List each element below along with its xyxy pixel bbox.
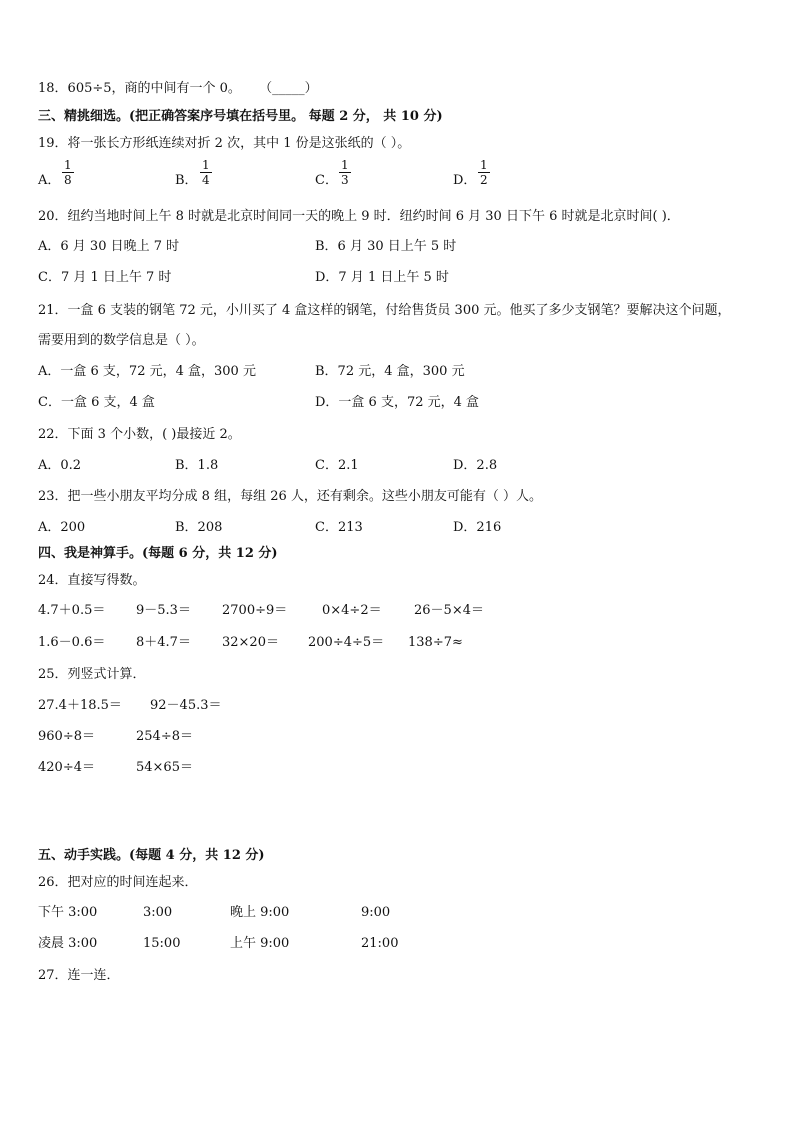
question-22-text: 22．下面 3 个小数，( )最接近 2。 <box>38 427 241 442</box>
time-item: 3:00 <box>143 905 173 920</box>
question-26-text: 26．把对应的时间连起来． <box>38 875 198 890</box>
section-4-title: 四、我是神算手。(每题 6 分，共 12 分) <box>38 546 278 561</box>
option-b: B．72 元，4 盒，300 元 <box>315 364 465 379</box>
calc-item: 200÷4÷5＝ <box>308 635 385 650</box>
calc-item: 138÷7≈ <box>408 635 463 650</box>
option-b-label: B． <box>175 173 198 188</box>
option-d: D．2.8 <box>453 458 498 473</box>
calc-item: 2700÷9＝ <box>222 603 288 618</box>
time-item: 下午 3:00 <box>38 905 98 920</box>
time-item: 21:00 <box>361 936 399 951</box>
option-a: A．6 月 30 日晚上 7 时 <box>38 239 180 254</box>
time-item: 15:00 <box>143 936 181 951</box>
vertical-calc-item: 27.4＋18.5＝ <box>38 698 122 713</box>
option-a-label: A． <box>38 173 61 188</box>
option-c-label: C． <box>315 173 338 188</box>
option-c: C．213 <box>315 520 363 535</box>
calc-item: 8＋4.7＝ <box>136 635 191 650</box>
time-item: 凌晨 3:00 <box>38 936 98 951</box>
option-c: C．7 月 1 日上午 7 时 <box>38 270 172 285</box>
vertical-calc-item: 254÷8＝ <box>136 729 193 744</box>
option-a: A．200 <box>38 520 86 535</box>
answer-blank: （_____） <box>259 81 318 96</box>
option-a: A．一盒 6 支，72 元，4 盒，300 元 <box>38 364 256 379</box>
section-3-title: 三、精挑细选。(把正确答案序号填在括号里。 每题 2 分， 共 10 分) <box>38 109 443 124</box>
question-27-text: 27．连一连． <box>38 968 120 983</box>
question-21-line-1: 21．一盒 6 支装的钢笔 72 元，小川买了 4 盒这样的钢笔，付给售货员 300 元。他买了多少支钢笔？要解决这个问题， <box>38 303 731 318</box>
question-23-text: 23．把一些小朋友平均分成 8 组，每组 26 人，还有剩余。这些小朋友可能有（ ）人。 <box>38 489 543 504</box>
calc-item: 0×4÷2＝ <box>322 603 382 618</box>
option-a: A．0.2 <box>38 458 82 473</box>
option-d-label: D． <box>453 173 477 188</box>
option-d: D．一盒 6 支，72 元，4 盒 <box>315 395 480 410</box>
calc-item: 26－5×4＝ <box>414 603 484 618</box>
vertical-calc-item: 54×65＝ <box>136 760 193 775</box>
calc-item: 1.6－0.6＝ <box>38 635 106 650</box>
option-c: C．一盒 6 支，4 盒 <box>38 395 155 410</box>
time-item: 9:00 <box>361 905 391 920</box>
question-18-text: 18．605÷5，商的中间有一个 0。 <box>38 81 241 96</box>
question-20-text: 20．纽约当地时间上午 8 时就是北京时间同一天的晚上 9 时．纽约时间 6 月 30 日下午 6 时就是北京时间( )． <box>38 209 680 224</box>
option-b-fraction: $\frac{1}{4}$ <box>202 158 210 187</box>
vertical-calc-item: 92－45.3＝ <box>150 698 222 713</box>
option-b: B．1.8 <box>175 458 219 473</box>
option-d-fraction: $\frac{1}{2}$ <box>480 158 488 187</box>
calc-item: 9－5.3＝ <box>136 603 191 618</box>
option-b: B．208 <box>175 520 223 535</box>
question-19-text: 19．将一张长方形纸连续对折 2 次，其中 1 份是这张纸的（ ）。 <box>38 136 411 151</box>
question-24-text: 24．直接写得数。 <box>38 573 146 588</box>
time-item: 晚上 9:00 <box>230 905 290 920</box>
option-b: B．6 月 30 日上午 5 时 <box>315 239 457 254</box>
section-5-title: 五、动手实践。(每题 4 分，共 12 分) <box>38 848 265 863</box>
option-c-fraction: $\frac{1}{3}$ <box>341 158 349 187</box>
calc-item: 32×20＝ <box>222 635 279 650</box>
question-18 <box>38 80 318 98</box>
option-d: D．7 月 1 日上午 5 时 <box>315 270 449 285</box>
calc-item: 4.7＋0.5＝ <box>38 603 106 618</box>
option-c: C．2.1 <box>315 458 359 473</box>
option-d: D．216 <box>453 520 502 535</box>
vertical-calc-item: 420÷4＝ <box>38 760 95 775</box>
option-a-fraction: $\frac{1}{8}$ <box>64 158 72 187</box>
question-21-line-2: 需要用到的数学信息是（ ）。 <box>38 333 205 348</box>
question-25-text: 25．列竖式计算． <box>38 667 146 682</box>
vertical-calc-item: 960÷8＝ <box>38 729 95 744</box>
time-item: 上午 9:00 <box>230 936 290 951</box>
